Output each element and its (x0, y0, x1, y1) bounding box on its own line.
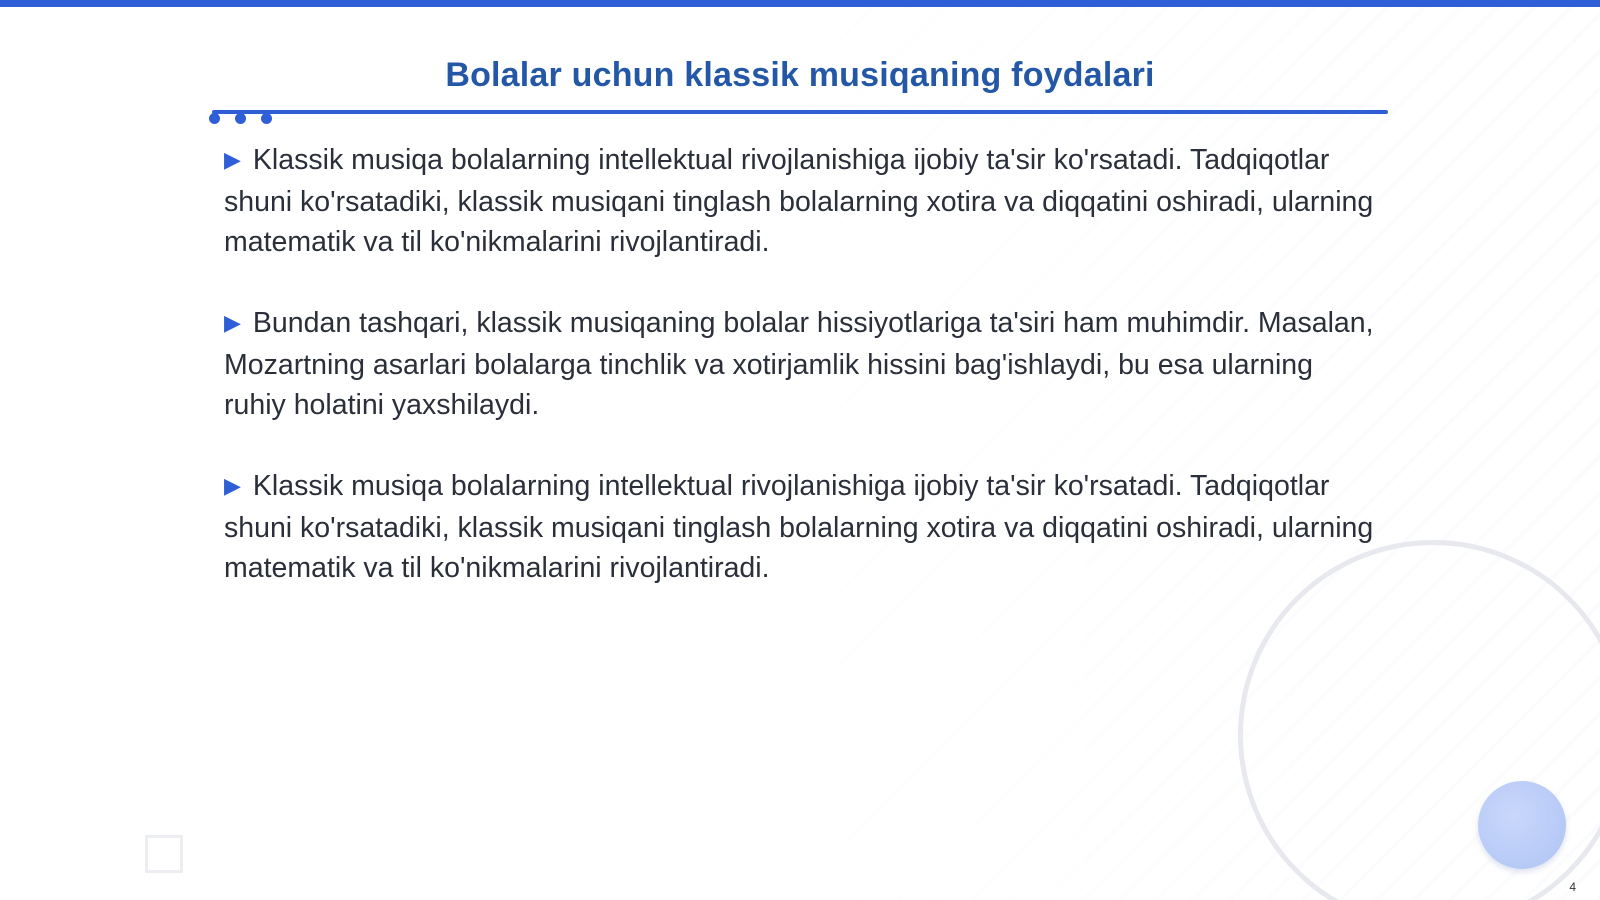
title-underline (212, 110, 1388, 114)
decor-circle (1478, 781, 1566, 869)
bullet-list (224, 140, 1374, 629)
top-accent-bar (0, 0, 1600, 7)
decor-dot (209, 113, 220, 124)
bullet-item (224, 140, 1374, 262)
triangle-right-icon: ▶ (224, 310, 241, 335)
page-number: 4 (1569, 880, 1576, 894)
decor-square (145, 835, 183, 873)
bullet-item (224, 466, 1374, 588)
slide-title: Bolalar uchun klassik musiqaning foydalari (445, 56, 1155, 94)
bullet-text: Klassik musiqa bolalarning intellektual rivojlanishiga ijobiy ta'sir ko'rsatadi. Tadqiqotlar shuni ko'rsatadiki, klassik musiqani tinglash bolalarning xotira va diqqatini oshiradi, ularning matematik va til ko'nikmalarini rivojlantiradi. (224, 470, 1374, 584)
decor-dot (235, 113, 246, 124)
triangle-right-icon: ▶ (224, 147, 241, 172)
bullet-item (224, 303, 1374, 425)
decor-dot (261, 113, 272, 124)
triangle-right-icon: ▶ (224, 473, 241, 498)
bullet-text: Bundan tashqari, klassik musiqaning bolalar hissiyotlariga ta'siri ham muhimdir. Masalan, Mozartning asarlari bolalarga tinchlik va xotirjamlik hissini bag'ishlaydi, bu esa ularning ruhiy holatini yaxshilaydi. (224, 307, 1374, 421)
bullet-text: Klassik musiqa bolalarning intellektual rivojlanishiga ijobiy ta'sir ko'rsatadi. Tadqiqotlar shuni ko'rsatadiki, klassik musiqani tinglash bolalarning xotira va diqqatini oshiradi, ularning matematik va til ko'nikmalarini rivojlantiradi. (224, 144, 1374, 258)
